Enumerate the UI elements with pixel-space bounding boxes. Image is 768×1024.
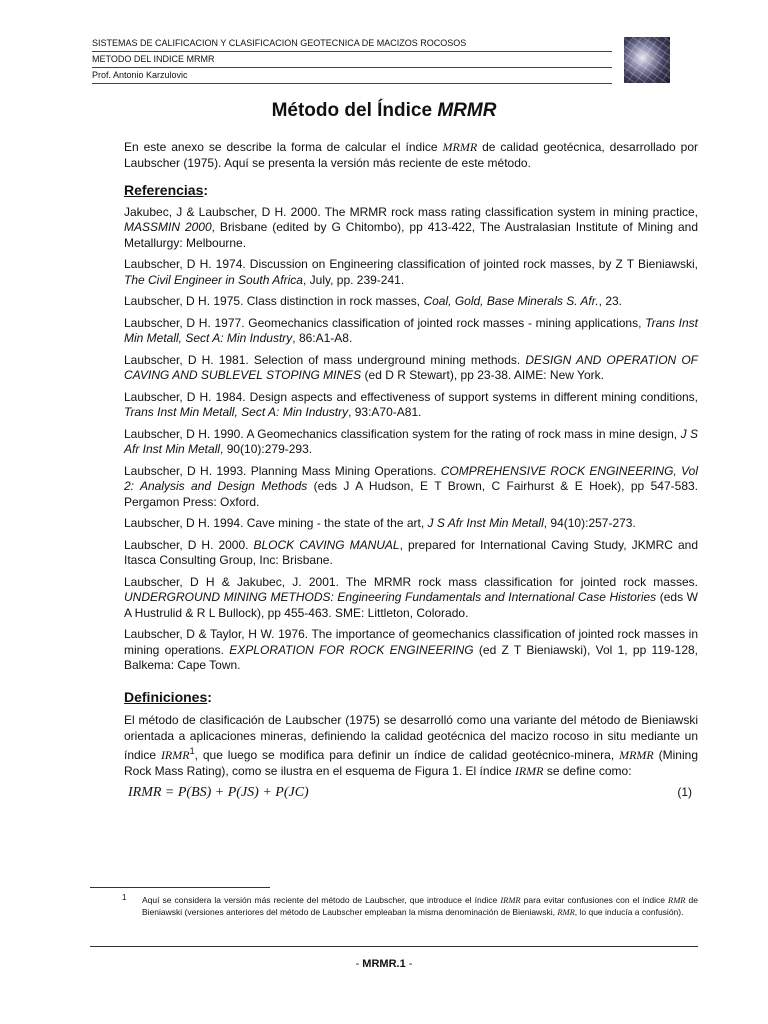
definitions-heading: Definiciones: [124, 688, 212, 705]
main-content [124, 140, 698, 803]
rock-texture-image [624, 37, 670, 83]
header-series-title: SISTEMAS DE CALIFICACION Y CLASIFICACION GEOTECNICA DE MACIZOS ROCOSOS [92, 36, 612, 52]
reference-item: Laubscher, D H. 1977. Geomechanics classification of jointed rock masses - mining applications, Trans Inst Min Metall, Sect A: Min Industry, 86:A1-A8. [124, 315, 698, 345]
reference-item: Laubscher, D H. 2000. BLOCK CAVING MANUAL, prepared for International Caving Study, JKMRC and Itasca Consulting Group, Inc: Brisbane. [124, 537, 698, 567]
reference-item: Laubscher, D H. 1994. Cave mining - the state of the art, J S Afr Inst Min Metall, 94(10):257-273. [124, 516, 636, 530]
reference-item: Laubscher, D H. 1993. Planning Mass Mining Operations. COMPREHENSIVE ROCK ENGINEERING, Vol 2: Analysis and Design Methods (eds J A Hudson, E T Brown, C Fairhurst & E Hoek), pp 547-583. Pergamon Press: Oxford. [124, 463, 699, 509]
footnote [124, 894, 698, 918]
references-heading: Referencias: [124, 182, 209, 198]
reference-item: Jakubec, J & Laubscher, D H. 2000. The MRMR rock mass rating classification system in mining practice, MASSMIN 2000, Brisbane (edited by G Chitombo), pp 413-422, The Australasian Institute of Mining and Metallurgy: Melbourne. [124, 204, 698, 250]
page-number: - MRMR.1 - [355, 958, 413, 970]
definitions-paragraph: El método de clasificación de Laubscher (1975) se desarrolló como una variante del método de Bieniawski orientada a aplicaciones mineras, definiendo la calidad geotécnica del macizo rocoso in situ mediante un índice IRMR$^1$, que luego se modifica para definir un índice de calidad geotécnico-minera, MRMR (Mining Rock Mass Rating), como se ilustra en el esquema de Figura 1. El índice IRMR se define como: [124, 713, 698, 778]
equation-irmr [124, 785, 698, 803]
footnote-text: Aquí se considera la versión más reciente del método de Laubscher, que introduce el índice IRMR para evitar confusiones con el índice RMR de Bieniawski (versiones anteriores del método de Laubscher empleaban la misma denominación de Bieniawski, RMR, lo que inducía a confusión). [142, 895, 698, 917]
reference-item: Laubscher, D H. 1984. Design aspects and effectiveness of support systems in different mining conditions, Trans Inst Min Metall, Sect A: Min Industry, 93:A70-A81. [124, 389, 698, 419]
footer-divider [90, 946, 698, 947]
page-title: Método del Índice MRMR [271, 100, 497, 121]
reference-list [124, 205, 698, 674]
reference-item: Laubscher, D H. 1990. A Geomechanics classification system for the rating of rock mass in mine design, J S Afr Inst Min Metall, 90(10):279-293. [124, 426, 698, 456]
intro-paragraph: En este anexo se describe la forma de calcular el índice MRMR de calidad geotécnica, desarrollado por Laubscher (1975). Aquí se presenta la versión más reciente de este método. [124, 140, 698, 170]
footnote-mark: 1 [122, 893, 127, 902]
reference-item: Laubscher, D & Taylor, H W. 1976. The importance of geomechanics classification of jointed rock masses in mining operations. EXPLORATION FOR ROCK ENGINEERING (ed Z T Bieniawski), Vol 1, pp 119-128, Balkema: Cape Town. [124, 627, 699, 672]
header-author: Prof. Antonio Karzulovic [92, 68, 612, 84]
footnote-divider [90, 887, 270, 888]
equation-text: IRMR = P(BS) + P(JS) + P(JC) [128, 785, 309, 800]
reference-item: Laubscher, D H. 1975. Class distinction in rock masses, Coal, Gold, Base Minerals S. Afr., 23. [124, 294, 623, 308]
running-header [92, 36, 612, 84]
reference-item: Laubscher, D H. 1974. Discussion on Engineering classification of jointed rock masses, by Z T Bieniawski, The Civil Engineer in South Africa, July, pp. 239-241. [124, 257, 698, 287]
equation-number: (1) [677, 785, 692, 799]
reference-item: Laubscher, D H. 1981. Selection of mass underground mining methods. DESIGN AND OPERATION OF CAVING AND SUBLEVEL STOPING MINES (ed D R Stewart), pp 23-38. AIME: New York. [124, 352, 698, 382]
header-document-title: METODO DEL INDICE MRMR [92, 52, 612, 68]
reference-item: Laubscher, D H & Jakubec, J. 2001. The MRMR rock mass classification for jointed rock masses. UNDERGROUND MINING METHODS: Engineering Fundamentals and International Case Histories (eds W A Hustrulid & R L Bullock), pp 455-463. SME: Littleton, Colorado. [124, 574, 699, 620]
